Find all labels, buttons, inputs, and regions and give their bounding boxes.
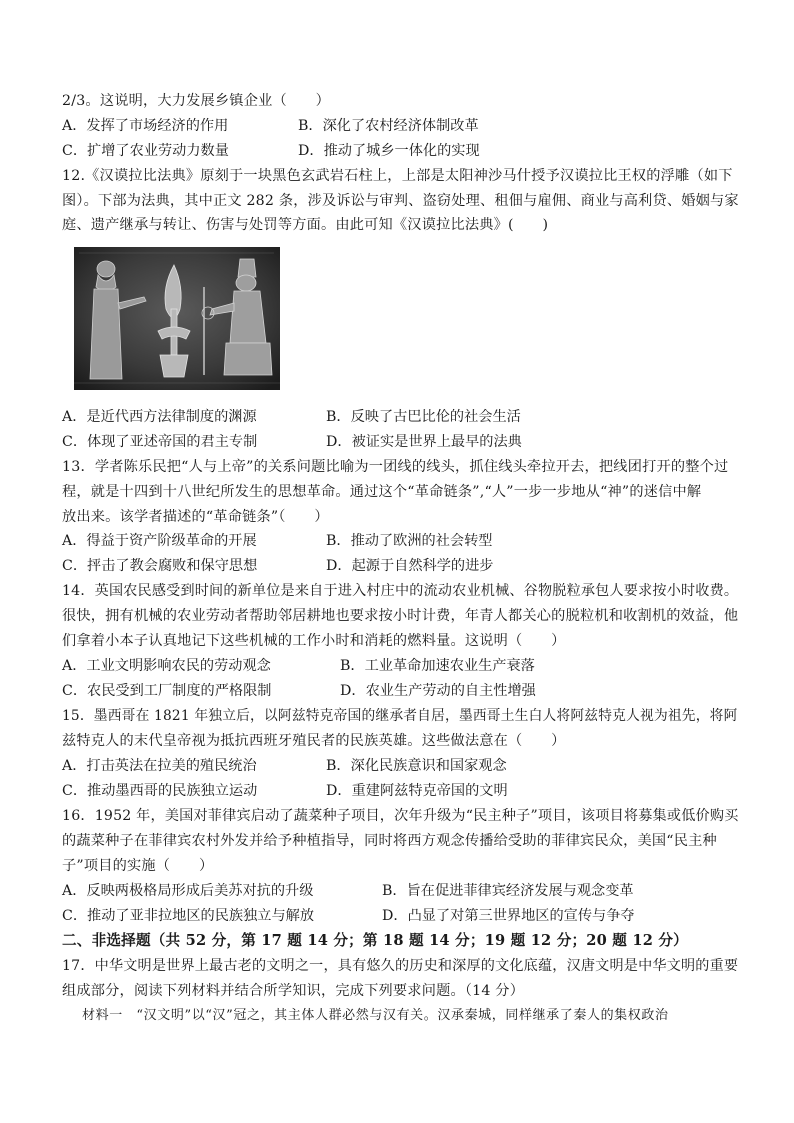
q12-option-c: C．体现了亚述帝国的君主专制 [62, 434, 258, 450]
q11-option-d: D．推动了城乡一体化的实现 [298, 143, 480, 159]
q14-stem-line-1: 14．英国农民感受到时间的新单位是来自于进入村庄中的流动农业机械、谷物脱粒承包人要求按小时收费。 [62, 583, 739, 599]
q12-option-d: D．被证实是世界上最早的法典 [326, 434, 522, 450]
q14-option-b: B．工业革命加速农业生产衰落 [340, 658, 535, 674]
q16-stem-line-3: 子”项目的实施（ ） [62, 858, 214, 874]
q12-option-b: B．反映了古巴比伦的社会生活 [326, 409, 521, 425]
q13-option-b: B．推动了欧洲的社会转型 [326, 533, 493, 549]
q13-stem-line-1: 13．学者陈乐民把“人与上帝”的关系问题比喻为一团线的线头，抓住线头牵拉开去，把线团打开的整个过 [62, 459, 729, 475]
q13-option-c: C．抨击了教会腐败和保守思想 [62, 558, 258, 574]
q14-option-d: D．农业生产劳动的自主性增强 [340, 683, 536, 699]
q15-stem-line-2: 兹特克人的末代皇帝视为抵抗西班牙殖民者的民族英雄。这些做法意在（ ） [62, 733, 566, 749]
q16-stem-line-1: 16．1952 年，美国对菲律宾启动了蔬菜种子项目，次年升级为“民主种子”项目，该项目将募集或低价购买 [62, 808, 739, 824]
q15-option-a: A．打击英法在拉美的殖民统治 [62, 758, 257, 774]
q16-option-c: C．推动了亚非拉地区的民族独立与解放 [62, 908, 315, 924]
q12-option-a: A．是近代西方法律制度的渊源 [62, 409, 257, 425]
q12-stem-line-3: 庭、遗产继承与转让、伤害与处罚等方面。由此可知《汉谟拉比法典》( ) [62, 217, 549, 233]
q14-stem-line-3: 们拿着小本子认真地记下这些机械的工作小时和消耗的燃料量。这说明（ ） [62, 633, 566, 649]
q11-option-a: A．发挥了市场经济的作用 [62, 118, 229, 134]
q17-stem-line-1: 17．中华文明是世界上最古老的文明之一，具有悠久的历史和深厚的文化底蕴，汉唐文明是中华文明的重要 [62, 958, 739, 974]
q12-stem-line-1: 12.《汉谟拉比法典》原刻于一块黑色玄武岩石柱上，上部是太阳神沙马什授予汉谟拉比王权的浮雕（如下 [62, 168, 733, 184]
q15-option-b: B．深化民族意识和国家观念 [326, 758, 507, 774]
q14-stem-line-2: 很快，拥有机械的农业劳动者帮助邻居耕地也要求按小时计费，年青人都关心的脱粒机和收割机的效益，他 [62, 608, 739, 624]
q13-option-a: A．得益于资产阶级革命的开展 [62, 533, 257, 549]
q16-option-d: D．凸显了对第三世界地区的宣传与争夺 [382, 908, 635, 924]
q14-option-a: A．工业文明影响农民的劳动观念 [62, 658, 271, 674]
q15-stem-line-1: 15．墨西哥在 1821 年独立后，以阿兹特克帝国的继承者自居，墨西哥土生白人将阿兹特克人视为祖先，将阿 [62, 708, 738, 724]
q12-stem-line-2: 图）。下部为法典，其中正文 282 条，涉及诉讼与审判、盗窃处理、租佃与雇佣、商业与高利贷、婚姻与家 [62, 193, 739, 209]
q16-stem-line-2: 的蔬菜种子在菲律宾农村外发并给予种植指导，同时将西方观念传播给受助的菲律宾民众，美国“民主种 [62, 833, 717, 849]
q17-stem-line-2: 组成部分，阅读下列材料并结合所学知识，完成下列要求问题。（14 分） [62, 983, 525, 999]
q15-option-c: C．推动墨西哥的民族独立运动 [62, 783, 258, 799]
q14-option-c: C．农民受到工厂制度的严格限制 [62, 683, 272, 699]
q13-stem-line-3: 放出来。该学者描述的“革命链条”（ ） [62, 509, 329, 525]
q13-option-d: D．起源于自然科学的进步 [326, 558, 494, 574]
q15-option-d: D．重建阿兹特克帝国的文明 [326, 783, 508, 799]
hammurabi-relief-image [74, 247, 280, 390]
q11-stem-tail: 2/3。这说明，大力发展乡镇企业（ ） [62, 93, 331, 109]
q16-option-a: A．反映两极格局形成后美苏对抗的升级 [62, 883, 314, 899]
material-1-line: 材料一 “汉文明”以“汉”冠之，其主体人群必然与汉有关。汉承秦城，同样继承了秦人的集权政治 [82, 1008, 669, 1023]
q11-option-b: B．深化了农村经济体制改革 [298, 118, 479, 134]
section-2-heading: 二、非选择题（共 52 分，第 17 题 14 分；第 18 题 14 分；19 题 12 分；20 题 12 分） [62, 932, 688, 949]
q13-stem-line-2: 程，就是十四到十八世纪所发生的思想革命。通过这个“革命链条”,“人”一步一步地从“神”的迷信中解 [62, 484, 702, 500]
q16-option-b: B．旨在促进菲律宾经济发展与观念变革 [382, 883, 634, 899]
q11-option-c: C．扩增了农业劳动力数量 [62, 143, 229, 159]
